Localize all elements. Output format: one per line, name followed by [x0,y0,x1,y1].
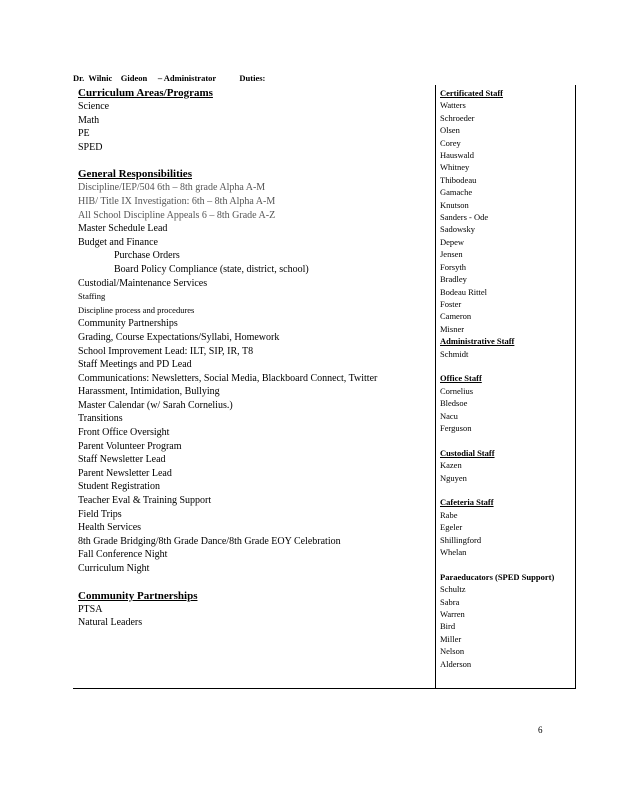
paraeducators-heading: Paraeducators (SPED Support) [440,571,555,582]
community-partnerships-heading: Community Partnerships [78,589,198,602]
duties-column [78,86,432,630]
list-item: Student Registration [78,481,160,493]
list-item: School Improvement Lead: ILT, SIP, IR, T8 [78,345,254,357]
list-item: 8th Grade Bridging/8th Grade Dance/8th Grade EOY Celebration [78,535,341,547]
list-item: Alderson [440,658,472,669]
list-item: Schultz [440,584,466,595]
list-item: Staff Meetings and PD Lead [78,359,192,371]
list-item: Discipline/IEP/504 6th – 8th grade Alpha A-M [78,182,266,194]
custodial-staff-list [440,459,572,484]
list-item: Misner [440,323,465,334]
list-item: Fall Conference Night [78,549,168,561]
list-item: Sadowsky [440,224,475,235]
list-item: Curriculum Night [78,563,150,574]
list-item: Sabra [440,596,460,607]
list-item: Bodeau Rittel [440,286,487,297]
column-divider [435,85,436,688]
list-item: HIB/ Title IX Investigation: 6th – 8th Alpha A-M [78,195,276,207]
list-item: Gamache [440,187,473,198]
general-responsibilities-list [78,181,432,575]
list-item: Bledsoe [440,398,468,409]
list-item: Communications: Newsletters, Social Media, Blackboard Connect, Twitter [78,372,378,384]
paraeducators-list [440,583,572,670]
list-item: Jensen [440,249,463,260]
curriculum-list [78,100,432,154]
list-item: Parent Volunteer Program [78,440,182,452]
list-item: Nelson [440,646,465,657]
list-item: Bradley [440,274,467,285]
list-item: Whelan [440,546,467,557]
list-item: Corey [440,137,461,148]
list-item: Schroeder [440,112,475,123]
certificated-staff-heading: Certificated Staff [440,88,504,98]
certificated-staff-list [440,99,572,335]
curriculum-heading: Curriculum Areas/Programs [78,87,213,99]
list-item: Nacu [440,410,458,421]
cafeteria-staff-heading: Cafeteria Staff [440,497,494,508]
list-item: Schmidt [440,348,469,359]
list-item: Natural Leaders [78,617,143,629]
list-item: Math [78,114,100,126]
list-item: PE [78,128,90,140]
list-subitem: Board Policy Compliance (state, district, school) [114,263,309,275]
list-item: Warren [440,609,465,619]
list-item: SPED [78,141,103,153]
table-bottom-border [73,688,576,689]
list-item: Master Calendar (w/ Sarah Cornelius.) [78,399,233,411]
list-item: Bird [440,621,456,632]
list-item: Nguyen [440,472,467,483]
list-item: Custodial/Maintenance Services [78,277,208,289]
general-responsibilities-heading: General Responsibilities [78,168,192,181]
list-item: Discipline process and procedures [78,304,195,315]
document-header: Dr. Wilnic Gideon – Administrator Duties: [73,73,266,83]
list-item: Ferguson [440,422,472,433]
list-item: Budget and Finance [78,236,158,248]
community-partnerships-list [78,603,432,630]
list-item: Foster [440,298,462,309]
custodial-staff-heading: Custodial Staff [440,447,495,458]
office-staff-heading: Office Staff [440,373,482,384]
administrative-staff-list [440,348,572,360]
list-item: Depew [440,236,465,247]
list-item: Knutson [440,199,469,210]
list-item: Field Trips [78,508,122,520]
list-item: Staff Newsletter Lead [78,454,166,466]
list-item: Community Partnerships [78,318,178,330]
list-item: Master Schedule Lead [78,223,168,235]
list-item: Parent Newsletter Lead [78,467,172,479]
list-item: Staffing [78,291,106,302]
list-item: Harassment, Intimidation, Bullying [78,386,220,398]
list-item: PTSA [78,603,103,615]
list-item: Science [78,101,110,112]
staff-column [440,87,572,670]
page-number: 6 [538,725,543,735]
list-item: Shillingford [440,534,482,545]
list-item: Sanders - Ode [440,212,489,223]
list-item: Cornelius [440,385,474,396]
list-item: Front Office Oversight [78,427,170,439]
list-item: Kazen [440,460,462,471]
list-item: Health Services [78,522,142,534]
list-item: Watters [440,100,466,111]
list-item: Hauswald [440,150,474,161]
table-right-border [575,85,576,688]
list-item: Miller [440,633,462,644]
cafeteria-staff-list [440,509,572,559]
list-item: Transitions [78,413,123,425]
list-item: Teacher Eval & Training Support [78,495,212,507]
administrative-staff-heading: Administrative Staff [440,336,515,347]
list-item: Egeler [440,522,463,533]
list-item: All School Discipline Appeals 6 – 8th Grade A-Z [78,209,276,221]
office-staff-list [440,385,572,435]
list-subitem: Purchase Orders [114,250,180,262]
list-item: Olsen [440,125,460,136]
list-item: Whitney [440,162,470,173]
list-item: Thibodeau [440,174,477,185]
list-item: Rabe [440,509,458,520]
list-item: Forsyth [440,261,466,272]
list-item: Cameron [440,311,472,322]
list-item: Grading, Course Expectations/Syllabi, Homework [78,331,280,343]
